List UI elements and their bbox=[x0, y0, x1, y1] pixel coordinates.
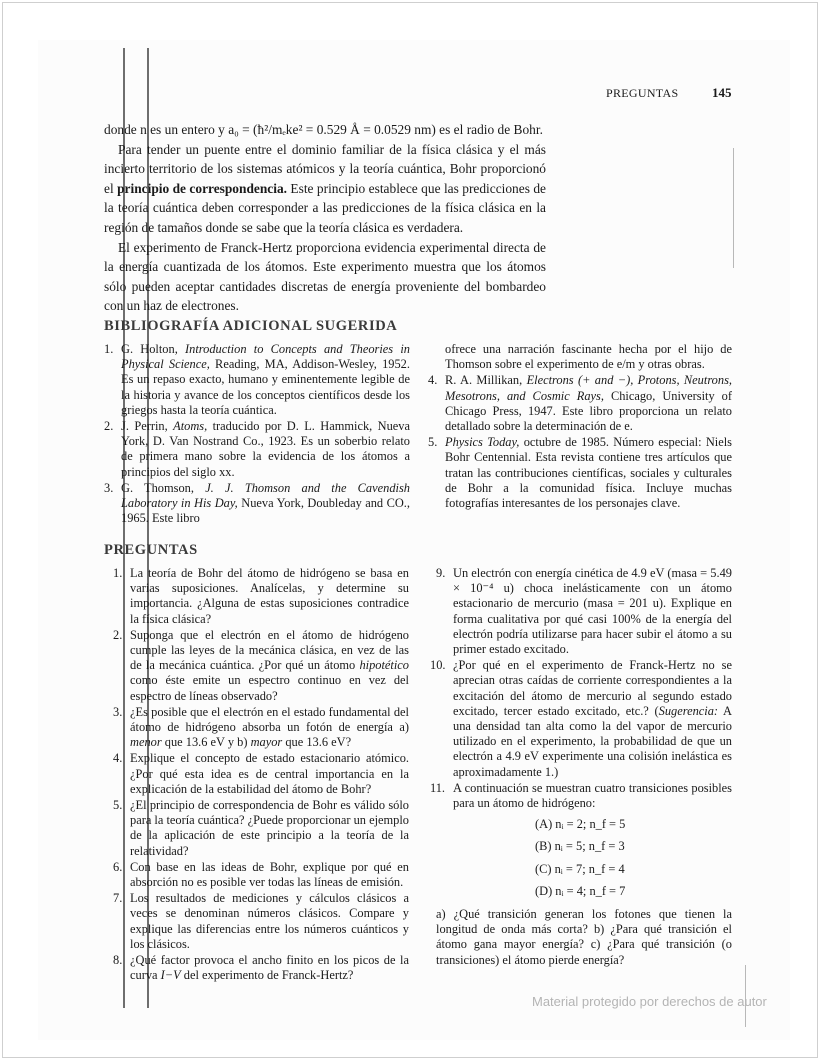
transition-option: (B) nᵢ = 5; n_f = 3 bbox=[535, 839, 625, 854]
emphasis: I−V bbox=[160, 968, 181, 983]
question-text: Con base en las ideas de Bohr, explique por qué en absorción no es posible ver todas las líneas de emisión. bbox=[130, 859, 409, 890]
author: J. Perrin, bbox=[121, 419, 174, 434]
transition-option: (C) nᵢ = 7; n_f = 4 bbox=[535, 861, 625, 876]
description: octubre de 1985. Número especial: Niels Bohr Centennial. Esta revista contiene tres artículos que tratan las contribuciones científicas, sociales y culturales de Bohr a la comunidad física. Incluye muchas fotografías interesantes de los personajes clave. bbox=[445, 435, 732, 511]
key-term: principio de correspondencia. bbox=[117, 180, 287, 196]
bibliography-item-continuation bbox=[428, 342, 732, 372]
item-number: 11. bbox=[430, 780, 446, 795]
question-text: que 13.6 eV y b) bbox=[161, 735, 251, 750]
bibliography-left-column bbox=[104, 342, 410, 527]
bibliography-item bbox=[104, 419, 410, 480]
question-item bbox=[113, 751, 409, 797]
intro-paragraph-2 bbox=[104, 140, 546, 238]
item-number: 10. bbox=[430, 658, 446, 673]
item-number: 4. bbox=[113, 751, 123, 766]
question-text: ¿Qué factor provoca el ancho finito en los picos de la curva bbox=[130, 953, 409, 983]
page-number: 145 bbox=[712, 85, 732, 100]
author: G. Thomson, bbox=[121, 480, 206, 495]
copyright-watermark: Material protegido por derechos de autor bbox=[532, 994, 767, 1009]
item-number: 7. bbox=[113, 891, 123, 906]
emphasis: Sugerencia: bbox=[658, 703, 719, 718]
question-item bbox=[113, 628, 409, 704]
bibliography-heading: BIBLIOGRAFÍA ADICIONAL SUGERIDA bbox=[104, 318, 398, 334]
text-span: Este principio establece que las predicciones de la teoría cuántica deben corresponder a las predicciones de la física clásica en la región de tamaños donde se sabe que la teoría clásica es verdadera. bbox=[104, 180, 546, 235]
item-number: 5. bbox=[428, 435, 438, 450]
book-title: Atoms, bbox=[173, 419, 208, 434]
description: traducido por D. L. Hammick, Nueva York, D. Van Nostrand Co., 1923. Es un soberbio relato de primera mano sobre la evidencia de los átomos a principios del siglo xx. bbox=[121, 419, 410, 479]
questions-left-column bbox=[113, 566, 409, 984]
description: ofrece una narración fascinante hecha por el hijo de Thomson sobre el experimento de e/m y otras obras. bbox=[445, 342, 732, 372]
bibliography-item bbox=[104, 342, 410, 418]
item-number: 1. bbox=[113, 566, 123, 580]
questions-heading: PREGUNTAS bbox=[104, 542, 198, 558]
question-item bbox=[436, 566, 732, 657]
question-item bbox=[430, 658, 732, 780]
item-number: 2. bbox=[104, 419, 114, 434]
author: G. Holton, bbox=[121, 342, 186, 356]
question-text: A continuación se muestran cuatro transiciones posibles para un átomo de hidrógeno: bbox=[453, 780, 732, 811]
question-text: como éste emite un espectro continuo en vez del espectro de líneas observado? bbox=[130, 673, 409, 703]
question-text: del experimento de Franck-Hertz? bbox=[180, 968, 354, 983]
description: Nueva York, Doubleday and CO., 1965. Este libro bbox=[121, 496, 410, 526]
question-text: A una densidad tan alta como la del vapor de mercurio utilizado en el experimento, la probabilidad de que un electrón a 4.9 eV experimente una colisión inelástica es aproximadamente 1.) bbox=[453, 703, 732, 779]
question-item bbox=[430, 780, 732, 899]
question-item bbox=[113, 566, 409, 627]
bibliography-item bbox=[428, 373, 732, 434]
scan-line-artifact bbox=[733, 148, 734, 268]
book-title: J. J. Thomson and the Cavendish Laboratory in His Day, bbox=[121, 480, 410, 511]
question-followup: a) ¿Qué transición generan los fotones que tienen la longitud de onda más corta? b) ¿Para qué transición el átomo gana mayor energía? c) ¿Para qué transición (o transiciones) el átomo pierde energía? bbox=[436, 907, 732, 967]
question-text: ¿Es posible que el electrón en el estado fundamental del átomo de hidrógeno absorba un fotón de energía a) bbox=[130, 704, 409, 735]
item-number: 3. bbox=[104, 480, 114, 495]
intro-paragraph-3: El experimento de Franck-Hertz proporciona evidencia experimental directa de la energía cuantizada de los átomos. Este experimento muestra que los átomos sólo pueden aceptar cantidades discretas de energía proveniente del bombardeo con un haz de electrones. bbox=[104, 239, 546, 314]
question-text: La teoría de Bohr del átomo de hidrógeno se basa en varias suposiciones. Analícelas, y determine su importancia. ¿Alguna de estas suposiciones contradice la física clásica? bbox=[130, 566, 409, 626]
item-number: 1. bbox=[104, 342, 114, 356]
question-item bbox=[113, 860, 409, 890]
item-number: 8. bbox=[113, 953, 123, 968]
running-head: PREGUNTAS bbox=[606, 86, 679, 100]
emphasis: menor bbox=[130, 735, 162, 750]
question-item bbox=[113, 705, 409, 751]
intro-text bbox=[104, 120, 546, 316]
book-title: Introduction to Concepts and Theories in Physical Science, bbox=[121, 342, 410, 372]
item-number: 5. bbox=[113, 798, 123, 813]
bibliography-right-column bbox=[428, 342, 732, 512]
text-span: Para tender un puente entre el dominio familiar de la física clásica y el más incierto territorio de los sistemas atómicos y la teoría cuántica, Bohr proporcionó el bbox=[104, 141, 546, 196]
item-number: 2. bbox=[113, 627, 123, 642]
question-text: Explique el concepto de estado estacionario atómico. ¿Por qué esta idea es de central importancia en la explicación de la estabilidad del átomo de Bohr? bbox=[130, 751, 409, 796]
question-text: Los resultados de mediciones y cálculos clásicos a veces se denominan números clásicos. Compare y explique las diferencias entre los números cuánticos y los clásicos. bbox=[130, 891, 409, 951]
bibliography-item bbox=[428, 435, 732, 511]
author: R. A. Millikan, bbox=[445, 373, 527, 388]
question-text: Suponga que el electrón en el átomo de hidrógeno cumple las leyes de la mecánica clásica, en vez de las de la mecánica cuántica. ¿Por qué un átomo bbox=[130, 627, 409, 673]
description: Chicago, University of Chicago Press, 1947. Este libro proporciona un relato detallado sobre la determinación de e. bbox=[445, 388, 732, 434]
question-item bbox=[113, 798, 409, 859]
emphasis: mayor bbox=[250, 735, 283, 750]
emphasis: hipotético bbox=[359, 658, 409, 673]
item-number: 3. bbox=[113, 704, 123, 719]
questions-right-column bbox=[430, 566, 732, 968]
question-item bbox=[113, 891, 409, 952]
item-number: 9. bbox=[436, 566, 446, 580]
transition-option: (D) nᵢ = 4; n_f = 7 bbox=[535, 883, 626, 898]
bibliography-item bbox=[104, 481, 410, 527]
question-text: Un electrón con energía cinética de 4.9 eV (masa = 5.49 × 10⁻⁴ u) choca inelásticamente con un átomo estacionario de mercurio (masa = 201 u). Explique en forma cualitativa por qué casi 100% de la energía del electrón podría utilizarse para hacer subir el átomo a su primer estado excitado. bbox=[453, 566, 732, 657]
transition-list bbox=[453, 817, 732, 899]
book-title: Electrons (+ and −), Protons, Neutrons, Mesotrons, and Cosmic Rays, bbox=[445, 373, 732, 403]
question-text: que 13.6 eV? bbox=[282, 735, 352, 750]
question-text: ¿Por qué en el experimento de Franck-Hertz no se aprecian otras caídas de corriente correspondientes a la excitación del átomo de mercurio al segundo estado excitado, tercer estado excitado, etc.? ( bbox=[453, 658, 732, 718]
book-title: Physics Today, bbox=[445, 435, 520, 450]
item-number: 6. bbox=[113, 859, 123, 874]
description: Reading, MA, Addison-Wesley, 1952. Es un repaso exacto, humano y eminentemente legible de la historia y avance de los conceptos científicos desde los griegos hasta la teoría cuántica. bbox=[121, 357, 410, 417]
question-text: ¿El principio de correspondencia de Bohr es válido sólo para la teoría cuántica? ¿Puede proporcionar un ejemplo de la aplicación de este principio a la teoría de la relatividad? bbox=[130, 798, 410, 858]
transition-option: (A) nᵢ = 2; n_f = 5 bbox=[535, 817, 626, 832]
item-number: 4. bbox=[428, 373, 438, 388]
question-item bbox=[113, 953, 409, 983]
intro-paragraph-1: donde n es un entero y a₀ = (ħ²/mₑke² = 0.529 Å = 0.0529 nm) es el radio de Bohr. bbox=[104, 122, 543, 137]
